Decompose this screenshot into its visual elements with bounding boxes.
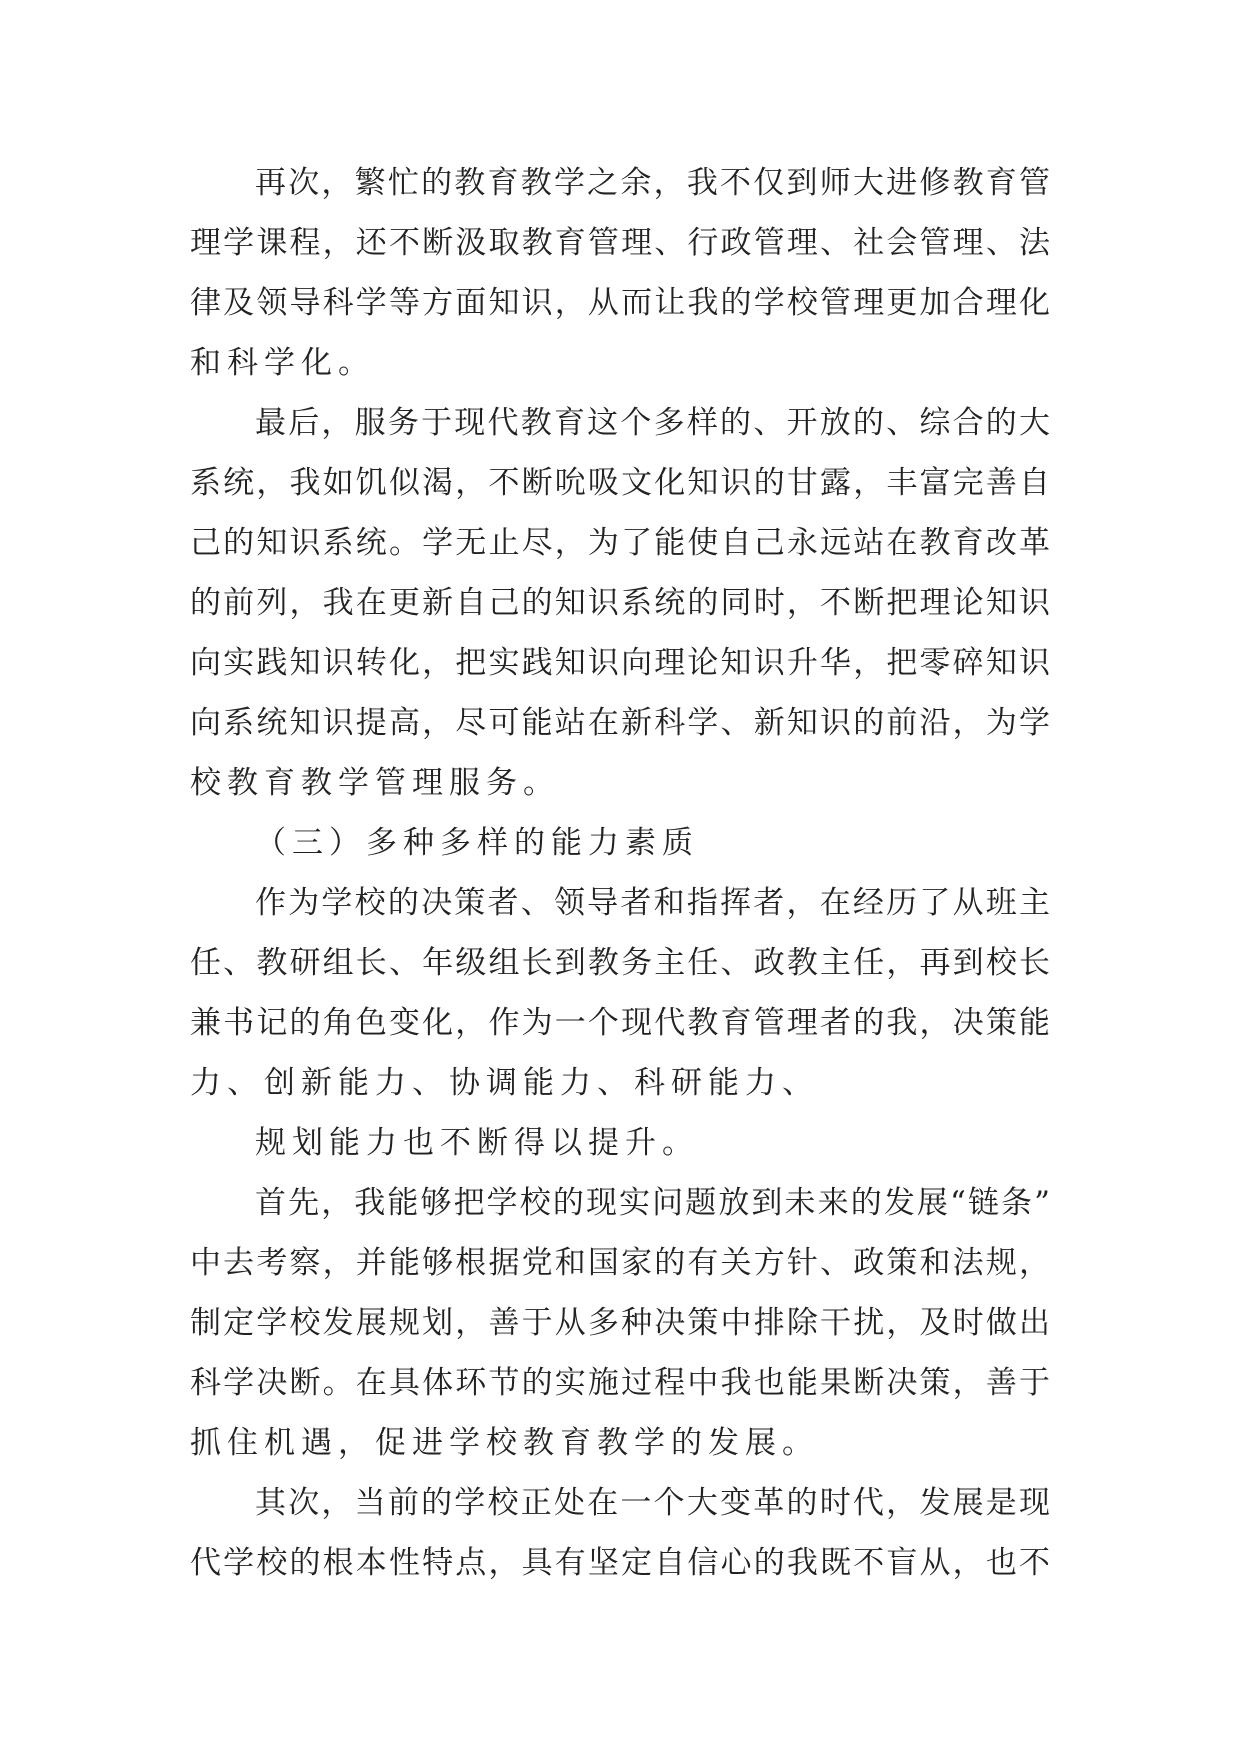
- paragraph-line: 其次，当前的学校正处在一个大变革的时代，发展是现: [255, 1485, 1050, 1521]
- paragraph-line: 代学校的根本性特点，具有坚定自信心的我既不盲从，也不: [190, 1545, 1050, 1581]
- paragraph-line: 兼书记的角色变化，作为一个现代教育管理者的我，决策能: [190, 1005, 1050, 1041]
- paragraph-line: 理学课程，还不断汲取教育管理、行政管理、社会管理、法: [190, 225, 1050, 261]
- paragraph-line: 最后，服务于现代教育这个多样的、开放的、综合的大: [255, 405, 1050, 441]
- paragraph-line: 的前列，我在更新自己的知识系统的同时，不断把理论知识: [190, 585, 1050, 621]
- paragraph-line: 中去考察，并能够根据党和国家的有关方针、政策和法规，: [190, 1245, 1050, 1281]
- paragraph-line: 规划能力也不断得以提升。: [255, 1125, 699, 1161]
- paragraph-line: 作为学校的决策者、领导者和指挥者，在经历了从班主: [255, 885, 1050, 921]
- paragraph-line: 制定学校发展规划，善于从多种决策中排除干扰，及时做出: [190, 1305, 1050, 1341]
- paragraph-line: 任、教研组长、年级组长到教务主任、政教主任，再到校长: [190, 945, 1050, 981]
- paragraph-line: 科学决断。在具体环节的实施过程中我也能果断决策，善于: [190, 1365, 1050, 1401]
- paragraph-line: 向实践知识转化，把实践知识向理论知识升华，把零碎知识: [190, 645, 1050, 681]
- paragraph-line: 系统，我如饥似渴，不断吮吸文化知识的甘露，丰富完善自: [190, 465, 1050, 501]
- paragraph-line: 校教育教学管理服务。: [190, 765, 560, 801]
- paragraph-line: 抓住机遇，促进学校教育教学的发展。: [190, 1425, 819, 1461]
- paragraph-line: 己的知识系统。学无止尽，为了能使自己永远站在教育改革: [190, 525, 1050, 561]
- section-heading: （三）多种多样的能力素质: [255, 825, 699, 861]
- paragraph-line: 力、创新能力、协调能力、科研能力、: [190, 1065, 819, 1101]
- paragraph-line: 再次，繁忙的教育教学之余，我不仅到师大进修教育管: [255, 165, 1050, 201]
- paragraph-line: 律及领导科学等方面知识，从而让我的学校管理更加合理化: [190, 285, 1050, 321]
- paragraph-line: 向系统知识提高，尽可能站在新科学、新知识的前沿，为学: [190, 705, 1050, 741]
- paragraph-line: 首先，我能够把学校的现实问题放到未来的发展“链条”: [255, 1185, 1050, 1221]
- paragraph-line: 和科学化。: [190, 345, 375, 381]
